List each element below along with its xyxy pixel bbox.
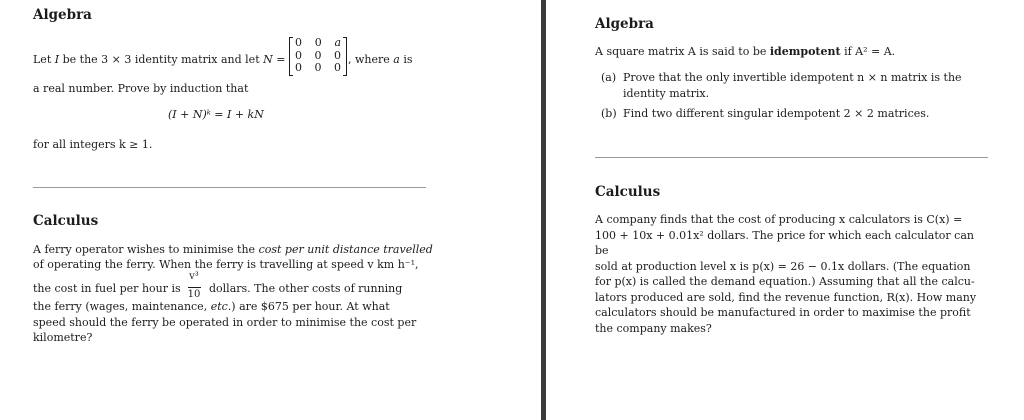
algebra-problem-line3: for all integers k ≥ 1. [33, 138, 153, 151]
problem-line: for p(x) is called the demand equation.) Assuming that all the calcu- [595, 275, 975, 288]
item-b-label: (b) [601, 107, 617, 120]
left-algebra-heading: Algebra [33, 7, 92, 23]
matrix-row: 0 0 a [295, 36, 341, 49]
matrix-left-bracket [289, 37, 293, 76]
matrix-right-bracket [343, 37, 347, 76]
matrix-row: 0 0 0 [295, 48, 341, 62]
fraction-numerator: v³ [189, 271, 199, 282]
ferry-line5: speed should the ferry be operated in order to minimise the cost per [33, 316, 417, 329]
right-algebra-heading: Algebra [595, 16, 654, 32]
ferry-line4: the ferry (wages, maintenance, etc.) are $675 per hour. At what [33, 300, 390, 313]
ferry-line6: kilometre? [33, 331, 93, 344]
calculator-problem [595, 212, 985, 336]
problem-line: lators produced are sold, find the revenue function, R(x). How many [595, 290, 977, 304]
induction-equation: (I + N)ᵏ = I + kN [168, 108, 264, 121]
right-calculus-heading: Calculus [595, 184, 661, 200]
problem-line: 100 + 10x + 0.01x² dollars. The price for which each calculator can be [595, 228, 974, 257]
item-b-text: Find two different singular idempotent 2 × 2 matrices. [623, 107, 930, 120]
ferry-line1: A ferry operator wishes to minimise the cost per unit distance travelled [33, 243, 433, 256]
fraction-denominator: 10 [187, 289, 201, 300]
problem-line: A company finds that the cost of producing x calculators is C(x) = [595, 213, 963, 226]
section-divider [595, 157, 988, 158]
algebra-problem-line1: Let I be the 3 × 3 identity matrix and let N = [33, 53, 286, 66]
fraction-bar [188, 287, 201, 288]
ferry-line2: of operating the ferry. When the ferry is travelling at speed v km h⁻¹, [33, 258, 419, 271]
left-calculus-heading: Calculus [33, 213, 99, 229]
ferry-line3-post: dollars. The other costs of running [209, 282, 403, 295]
section-divider [33, 187, 426, 188]
ferry-line3-pre: the cost in fuel per hour is [33, 282, 181, 295]
matrix-row: 0 0 0 [295, 61, 341, 74]
matrix-body [295, 37, 341, 75]
item-a-label: (a) [601, 71, 617, 84]
problem-line: calculators should be manufactured in order to maximise the profit [595, 306, 971, 319]
algebra-problem-line2: a real number. Prove by induction that [33, 82, 249, 95]
problem-line: the company makes? [595, 321, 712, 335]
idempotent-definition: A square matrix A is said to be idempotent if A² = A. [595, 45, 896, 58]
algebra-problem-line1-end: , where a is [348, 53, 413, 66]
item-a-text: Prove that the only invertible idempotent n × n matrix is the identity matrix. [623, 71, 962, 100]
problem-line: sold at production level x is p(x) = 26 − 0.1x dollars. (The equation [595, 259, 971, 273]
right-page [546, 0, 1024, 420]
